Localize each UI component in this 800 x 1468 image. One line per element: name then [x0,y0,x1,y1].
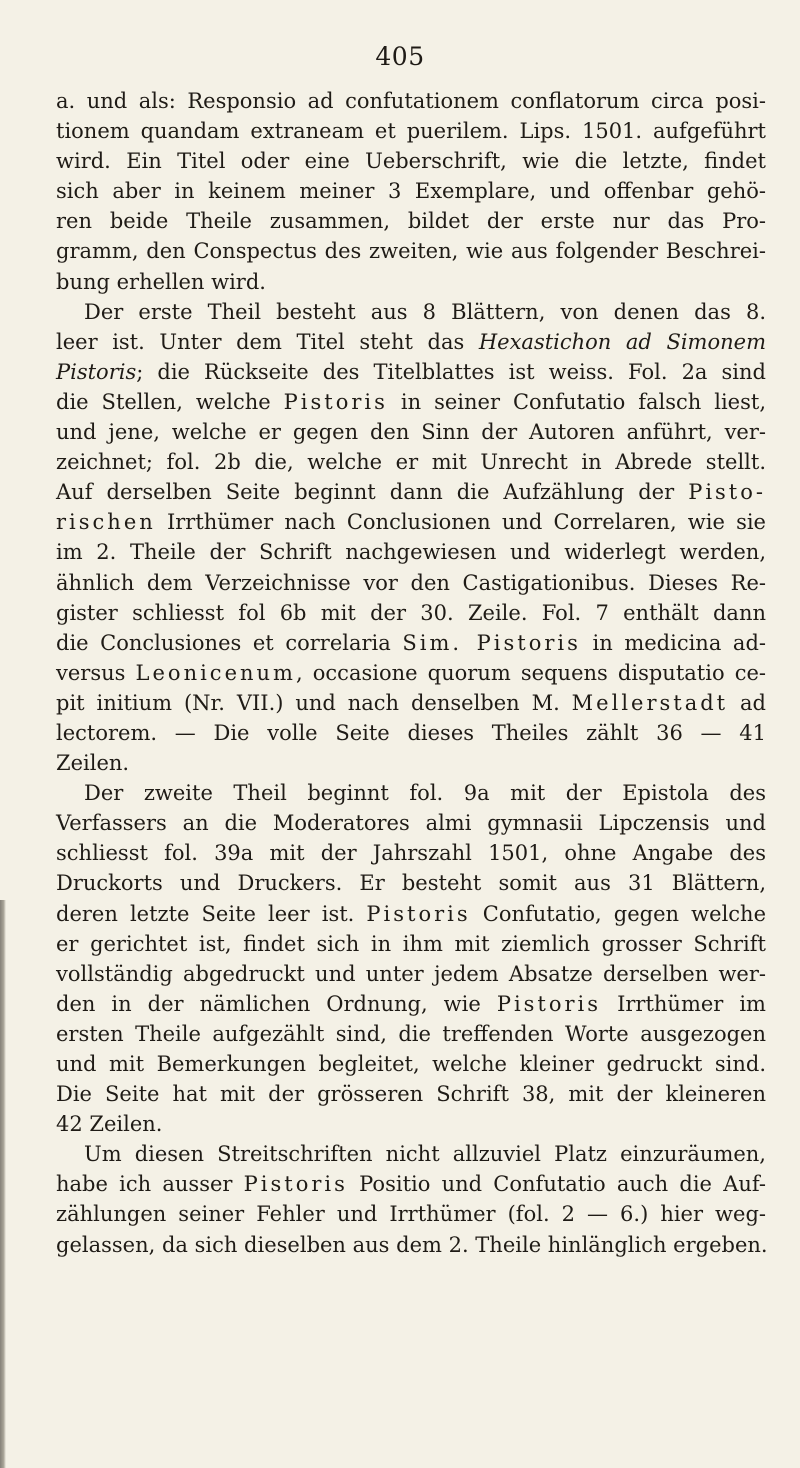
italic-name: Pistoris [56,359,137,384]
text-line: habe ich ausser Pistoris Positio und Confutatio auch die Auf- [56,1172,767,1197]
text-line: zeichnet; fol. 2b die, welche er mit Unrecht in Abrede stellt. [56,450,766,475]
text-line: Verfassers an die Moderatores almi gymnasii Lipczensis und [56,811,766,836]
text-line: rischen Irrthümer nach Conclusionen und Correlaren, wie sie [56,510,766,535]
body-text [56,86,766,1260]
page-binding-edge [0,900,6,1468]
text-line: pit initium (Nr. VII.) und nach denselben M. Mellerstadt ad [56,690,766,715]
text-line: Zeilen. [56,751,130,776]
spaced-name: Leonicenum [135,660,296,685]
text-line: bung erhellen wird. [56,269,266,294]
text-line: tionem quandam extraneam et puerilem. Lips. 1501. aufgeführt [56,119,766,144]
paragraph-start-line: Der zweite Theil beginnt fol. 9a mit der Epistola des [84,781,766,806]
text-line: den in der nämlichen Ordnung, wie Pistoris Irrthümer im [56,991,766,1016]
text-line: lectorem. — Die volle Seite dieses Theiles zählt 36 — 41 [56,720,766,745]
text-line: sich aber in keinem meiner 3 Exemplare, und offenbar gehö- [56,179,766,204]
text-line: Die Seite hat mit der grösseren Schrift 38, mit der kleineren [56,1082,766,1107]
spaced-name: Pistoris [243,1172,348,1197]
text-line: im 2. Theile der Schrift nachgewiesen und widerlegt werden, [56,540,766,565]
text-line: ähnlich dem Verzeichnisse vor den Castigationibus. Dieses Re- [56,570,766,595]
text-line: er gerichtet ist, findet sich in ihm mit ziemlich grosser Schrift [56,931,766,956]
paragraph-start-line: Der erste Theil besteht aus 8 Blättern, von denen das 8. [84,299,766,324]
text-line: gelassen, da sich dieselben aus dem 2. Theile hinlänglich ergeben. [56,1232,768,1257]
spaced-name: Mellerstadt [571,690,729,715]
spaced-name: Pistoris [283,389,388,414]
text-line: deren letzte Seite leer ist. Pistoris Confutatio, gegen welche [56,901,766,926]
paragraph-start-line: Um diesen Streitschriften nicht allzuviel Platz einzuräumen, [84,1142,766,1167]
text-line: a. und als: Responsio ad confutationem conflatorum circa posi- [56,89,766,113]
text-line: gister schliesst fol 6b mit der 30. Zeile. Fol. 7 enthält dann [56,600,766,625]
text-line: wird. Ein Titel oder eine Ueberschrift, wie die letzte, findet [56,149,766,174]
italic-title: Hexastichon ad Simonem [478,329,766,354]
text-line: vollständig abgedruckt und unter jedem Absatze derselben wer- [56,961,766,986]
text-line: Druckorts und Druckers. Er besteht somit aus 31 Blättern, [56,871,766,896]
text-line: die Conclusiones et correlaria Sim. Pistoris in medicina ad- [56,630,766,655]
spaced-name: Pisto- [688,480,766,505]
text-line: 42 Zeilen. [56,1112,163,1137]
text-line: ersten Theile aufgezählt sind, die treffenden Worte ausgezogen [56,1021,766,1046]
text-line: Auf derselben Seite beginnt dann die Aufzählung der Pisto- [56,480,766,505]
text-line: ren beide Theile zusammen, bildet der erste nur das Pro- [56,209,766,234]
spaced-name: Pistoris [496,991,602,1016]
text-line: gramm, den Conspectus des zweiten, wie aus folgender Beschrei- [56,239,766,264]
page-number: 405 [375,42,425,71]
text-line: und jene, welche er gegen den Sinn der Autoren anführt, ver- [56,420,766,445]
text-line: zählungen seiner Fehler und Irrthümer (fol. 2 — 6.) hier weg- [56,1202,766,1227]
text-line: Pistoris; die Rückseite des Titelblattes ist weiss. Fol. 2a sind [56,359,766,384]
text-line: die Stellen, welche Pistoris in seiner Confutatio falsch liest, [56,389,766,414]
spaced-name: rischen [56,510,156,535]
text-line: und mit Bemerkungen begleitet, welche kleiner gedruckt sind. [56,1052,766,1076]
spaced-name: Sim. Pistoris [402,630,581,655]
spaced-name: Pistoris [366,901,471,926]
text-line: schliesst fol. 39a mit der Jahrszahl 1501, ohne Angabe des [56,841,766,866]
text-line: versus Leonicenum, occasione quorum sequens disputatio ce- [56,660,766,685]
text-line: leer ist. Unter dem Titel steht das Hexastichon ad Simonem [56,329,766,354]
